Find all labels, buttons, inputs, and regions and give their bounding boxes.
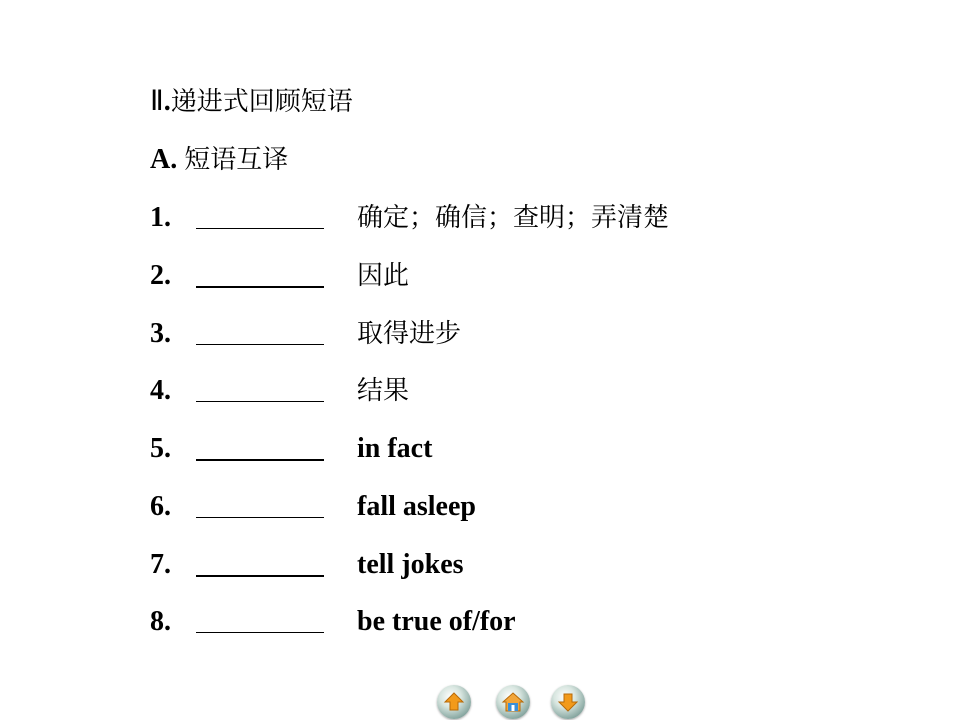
list-item: [150, 489, 850, 525]
answer-blank[interactable]: [196, 517, 324, 518]
subsection-heading: [150, 142, 288, 178]
list-item: [150, 431, 850, 467]
answer-blank[interactable]: [196, 401, 324, 402]
item-meaning: tell jokes: [357, 549, 464, 580]
item-meaning: 结果: [357, 376, 410, 406]
down-arrow-icon: [556, 690, 580, 714]
answer-blank[interactable]: [196, 228, 324, 229]
item-meaning: 因此: [357, 261, 410, 291]
item-meaning: 取得进步: [357, 319, 462, 349]
home-button[interactable]: [496, 685, 530, 719]
home-icon: [501, 690, 525, 714]
section-heading-dot: .: [163, 86, 171, 117]
item-number: 6.: [150, 491, 171, 522]
list-item: [150, 604, 850, 640]
next-slide-button[interactable]: [551, 685, 585, 719]
subsection-dot: .: [170, 144, 178, 175]
answer-blank[interactable]: [196, 459, 324, 461]
list-item: [150, 200, 850, 236]
previous-slide-button[interactable]: [437, 685, 471, 719]
subsection-heading-text: 短语互译: [184, 145, 289, 175]
item-number: 1.: [150, 202, 171, 233]
list-item: [150, 373, 850, 409]
item-number: 2.: [150, 260, 171, 291]
item-number: 5.: [150, 433, 171, 464]
section-heading-text: 递进式回顾短语: [170, 87, 353, 117]
answer-blank[interactable]: [196, 575, 324, 577]
item-meaning: 确定；确信；查明；弄清楚: [357, 203, 670, 233]
item-meaning: in fact: [357, 433, 433, 464]
item-meaning: fall asleep: [357, 491, 476, 522]
up-arrow-icon: [442, 690, 466, 714]
list-item: [150, 547, 850, 583]
section-heading: [150, 84, 353, 120]
item-number: 4.: [150, 375, 171, 406]
item-number: 7.: [150, 549, 171, 580]
answer-blank[interactable]: [196, 344, 324, 345]
item-meaning: be true of/for: [357, 606, 516, 637]
answer-blank[interactable]: [196, 286, 324, 288]
subsection-letter: A: [150, 144, 171, 175]
item-number: 8.: [150, 606, 171, 637]
answer-blank[interactable]: [196, 632, 324, 633]
list-item: [150, 316, 850, 352]
list-item: [150, 258, 850, 294]
item-number: 3.: [150, 318, 171, 349]
section-roman-numeral: Ⅱ: [150, 86, 164, 117]
